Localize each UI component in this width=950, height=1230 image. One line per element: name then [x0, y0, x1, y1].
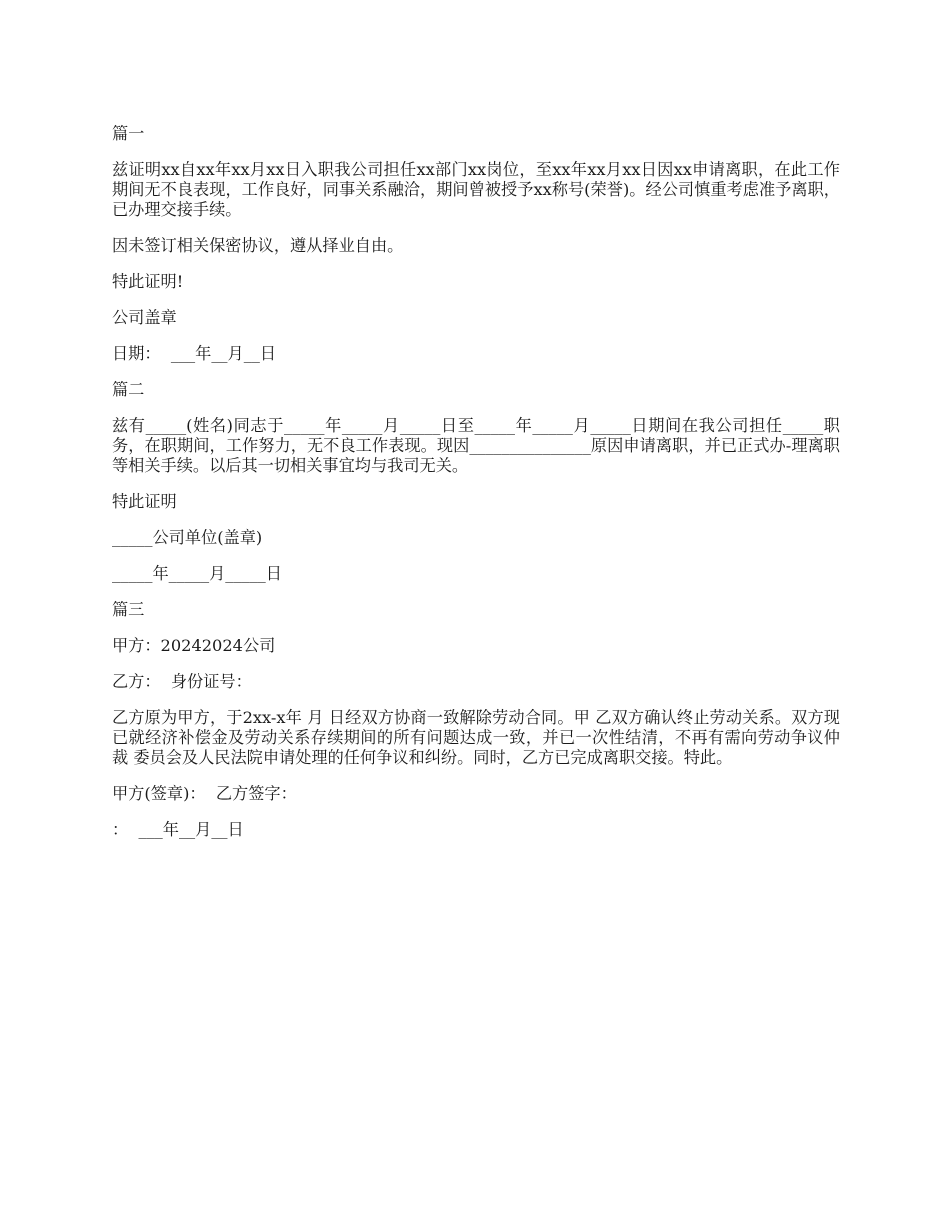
section-3-body: 乙方原为甲方，于2xx-x年 月 日经双方协商一致解除劳动合同。甲 乙双方确认终止劳动关系。双方现已就经济补偿金及劳动关系存续期间的所有问题达成一致，并已一次性结清，不再有需向劳动争议仲裁 委员会及人民法院申请处理的任何争议和纠纷。同时，乙方已完成离职交接。特此。: [112, 708, 840, 767]
section-3-party-a-line: 甲方：20242024公司: [112, 636, 276, 655]
section-1-heading: 篇一: [112, 124, 145, 143]
section-1-certify-line: 特此证明!: [112, 272, 184, 291]
section-1-date-line: 日期： ___年__月__日: [112, 344, 277, 363]
section-3-party-b-line: 乙方： 身份证号：: [112, 672, 252, 691]
section-1-seal-line: 公司盖章: [112, 308, 177, 327]
section-2-body: 兹有_____(姓名)同志于_____年_____月_____日至_____年_____月_____日期间在我公司担任_____职务，在职期间，工作努力，无不良工作表现。现因_______________原因申请离职，并已正式办-理离职等相关手续。以后其一切相关事宜均与我司无关。: [112, 416, 840, 475]
section-2-certify-line: 特此证明: [112, 492, 177, 511]
section-3-heading: 篇三: [112, 600, 145, 619]
section-3-date-line: ： ___年__月__日: [112, 820, 244, 839]
section-2-seal-line: _____公司单位(盖章): [112, 528, 263, 547]
document-page: [112, 124, 840, 856]
section-3-signature-line: 甲方(签章)： 乙方签字：: [112, 784, 297, 803]
section-1-confidentiality-line: 因未签订相关保密协议，遵从择业自由。: [112, 236, 404, 255]
section-2-date-line: _____年_____月_____日: [112, 564, 282, 583]
section-1-body: 兹证明xx自xx年xx月xx日入职我公司担任xx部门xx岗位，至xx年xx月xx日因xx申请离职，在此工作期间无不良表现，工作良好，同事关系融洽，期间曾被授予xx称号(荣誉)。经公司慎重考虑准予离职，已办理交接手续。: [112, 160, 840, 219]
section-2-heading: 篇二: [112, 380, 145, 399]
